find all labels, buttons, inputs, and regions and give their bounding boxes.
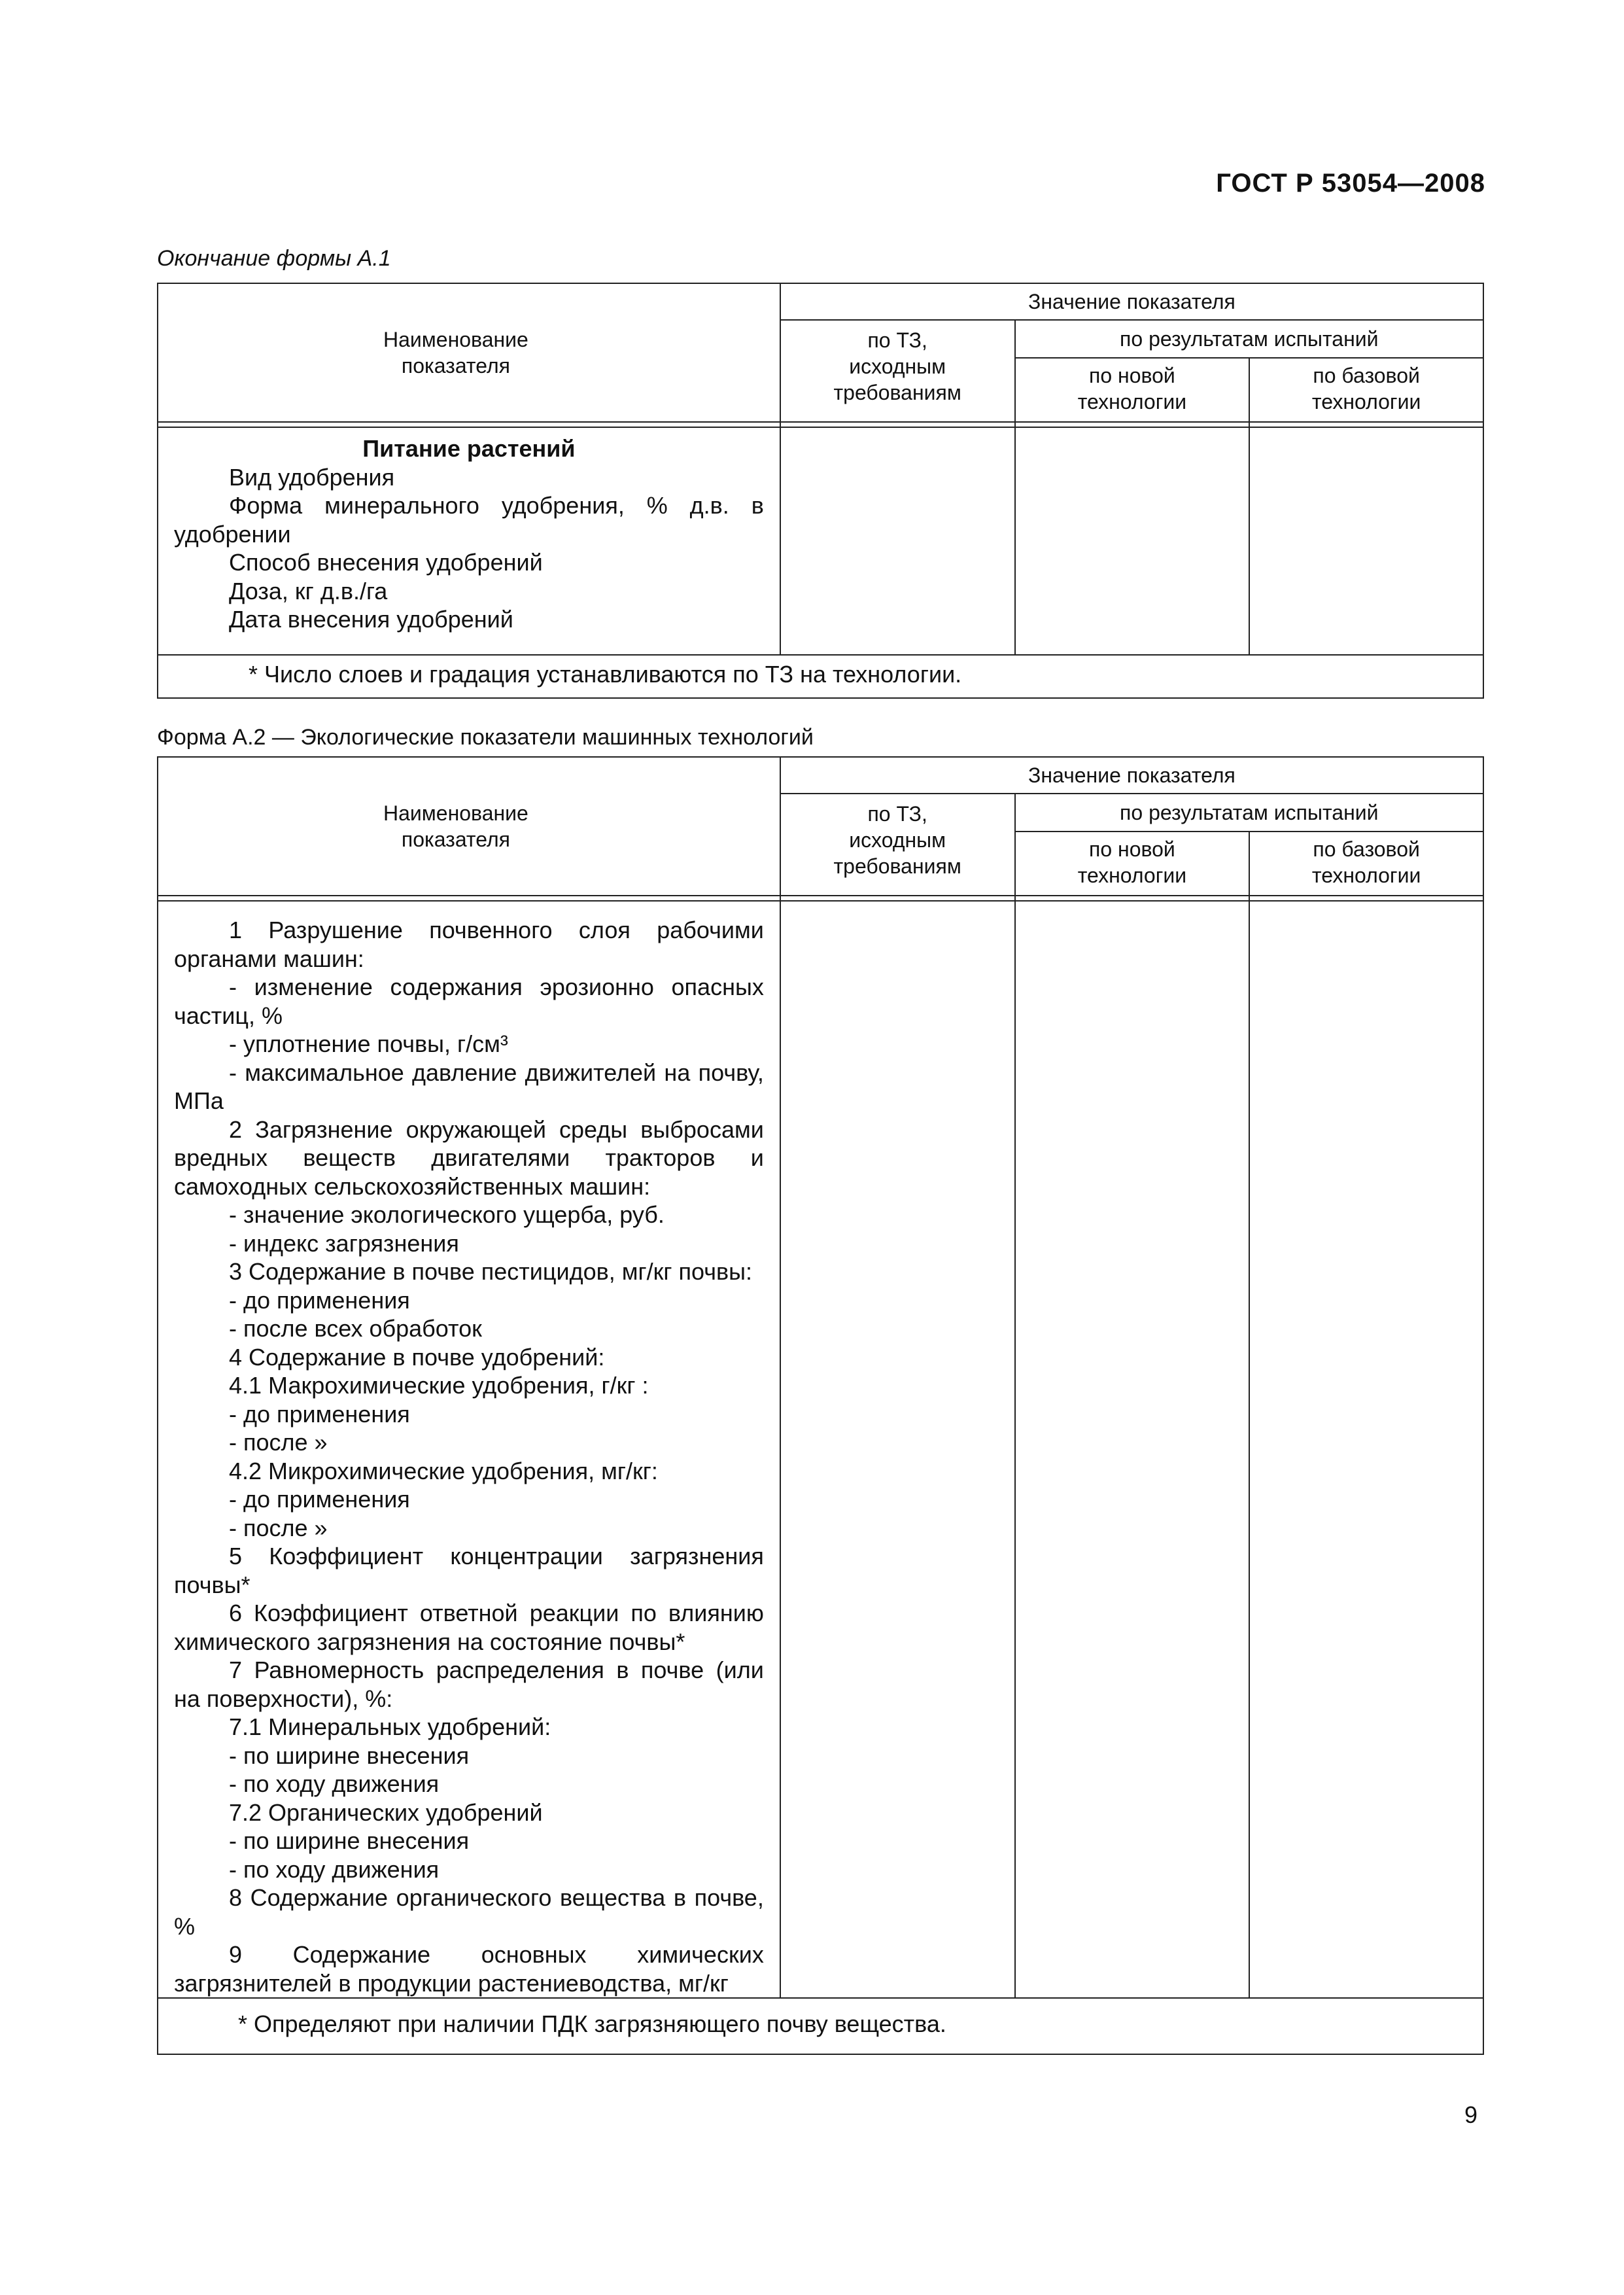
list-item: Форма минерального удобрения, % д.в. в удобрении — [174, 492, 764, 548]
list-item: - значение экологического ущерба, руб. — [229, 1201, 665, 1228]
form1-head-base: по базовой технологии — [1249, 358, 1483, 422]
page-number: 9 — [1464, 2101, 1477, 2128]
list-item: 4.1 Макрохимические удобрения, г/кг : — [229, 1372, 649, 1399]
list-item: - по ходу движения — [229, 1855, 440, 1883]
list-item: - максимальное давление движителей на почву, МПа — [174, 1059, 764, 1114]
list-item: 7.1 Минеральных удобрений: — [229, 1713, 551, 1740]
form1-head-value: Значение показателя — [780, 283, 1483, 320]
list-item: Доза, кг д.в./га — [229, 577, 388, 604]
form1-footnote: * Число слоев и градация устанавливаются по ТЗ на технологии. — [158, 655, 1483, 698]
form2-table — [157, 756, 1484, 2055]
list-item: - после » — [229, 1429, 328, 1456]
form2-head-value: Значение показателя — [780, 757, 1483, 794]
form1-table — [157, 283, 1484, 699]
form1-head-new: по новой технологии — [1015, 358, 1250, 422]
list-item: - изменение содержания эрозионно опасных частиц, % — [174, 973, 764, 1029]
list-item: - по ширине внесения — [229, 1742, 470, 1769]
list-item: - после всех обработок — [229, 1315, 482, 1342]
list-item: 8 Содержание органического вещества в почве, % — [174, 1884, 764, 1940]
form1-head-tz: по ТЗ, исходным требованиям — [780, 320, 1015, 422]
list-item: - до применения — [229, 1400, 410, 1428]
list-item: - по ходу движения — [229, 1770, 440, 1797]
list-item: 6 Коэффициент ответной реакции по влиянию химического загрязнения на состояние почвы* — [174, 1600, 764, 1655]
list-item: Дата внесения удобрений — [229, 606, 513, 633]
list-item: Способ внесения удобрений — [229, 549, 543, 576]
list-item: - до применения — [229, 1486, 410, 1513]
section-title: Питание растений — [362, 435, 576, 462]
value-cell-base — [1249, 427, 1483, 655]
value-cell-new — [1015, 901, 1250, 1998]
value-cell-new — [1015, 427, 1250, 655]
form1-body — [158, 427, 780, 655]
form2-head-results: по результатам испытаний — [1015, 794, 1483, 832]
list-item: - индекс загрязнения — [229, 1229, 459, 1257]
list-item: - по ширине внесения — [229, 1827, 470, 1854]
value-cell-base — [1249, 901, 1483, 1998]
list-item: - до применения — [229, 1286, 410, 1314]
list-item: 4.2 Микрохимические удобрения, мг/кг: — [229, 1457, 658, 1484]
list-item: 7.2 Органических удобрений — [229, 1798, 543, 1826]
form2-body — [158, 901, 780, 1998]
form2-caption: Форма А.2 — Экологические показатели машинных технологий — [157, 725, 814, 750]
form1-caption: Окончание формы А.1 — [157, 246, 391, 271]
list-item: - уплотнение почвы, г/см³ — [229, 1030, 508, 1057]
value-cell-tz — [780, 901, 1015, 1998]
list-item: 7 Равномерность распределения в почве (или на поверхности), %: — [174, 1656, 764, 1712]
form2-footnote: * Определяют при наличии ПДК загрязняющего почву вещества. — [158, 1998, 1483, 2054]
list-item: 3 Содержание в почве пестицидов, мг/кг почвы: — [229, 1258, 753, 1285]
form2-head-tz: по ТЗ, исходным требованиям — [780, 794, 1015, 896]
list-item: - после » — [229, 1514, 328, 1541]
form2-head-new: по новой технологии — [1015, 832, 1250, 896]
document-number: ГОСТ Р 53054—2008 — [1216, 169, 1485, 198]
list-item: 1 Разрушение почвенного слоя рабочими органами машин: — [174, 917, 764, 972]
list-item: 5 Коэффициент концентрации загрязнения почвы* — [174, 1543, 764, 1598]
value-cell-tz — [780, 427, 1015, 655]
list-item: 2 Загрязнение окружающей среды выбросами вредных веществ двигателями тракторов и самоходных сельскохозяйственных машин: — [174, 1115, 764, 1200]
form1-head-name: Наименование показателя — [158, 283, 780, 422]
list-item: Вид удобрения — [229, 463, 395, 491]
list-item: 4 Содержание в почве удобрений: — [229, 1343, 605, 1371]
form2-head-base: по базовой технологии — [1249, 832, 1483, 896]
list-item: 9 Содержание основных химических загрязнителей в продукции растениеводства, мг/кг — [174, 1941, 764, 1997]
form2-head-name: Наименование показателя — [158, 757, 780, 896]
form1-head-results: по результатам испытаний — [1015, 320, 1483, 358]
